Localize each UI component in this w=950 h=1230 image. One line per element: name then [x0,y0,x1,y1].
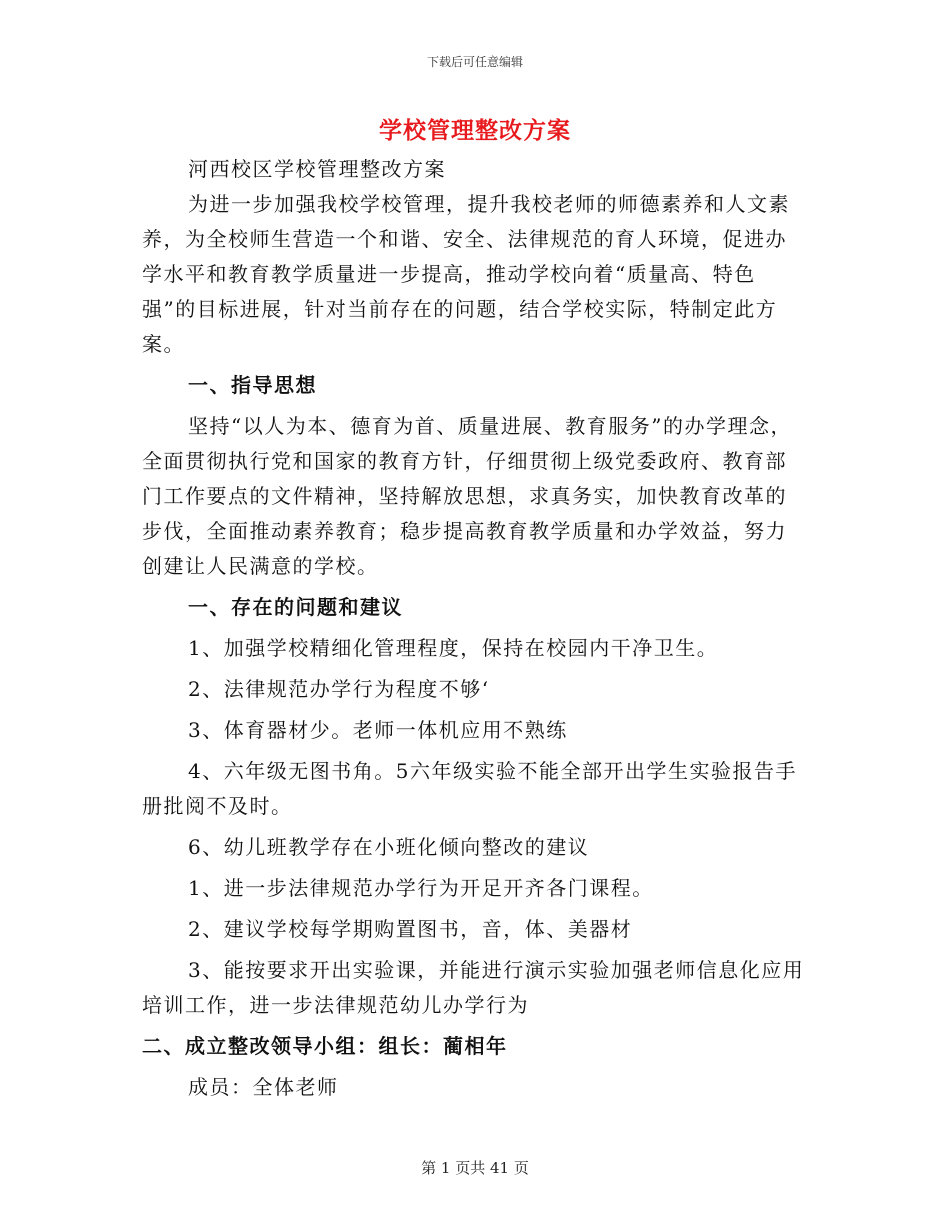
paragraph-line: 强”的目标进展，针对当前存在的问题，结合学校实际，特制定此方 [142,297,778,321]
paragraph-line: 3、能按要求开出实验课，并能进行演示实验加强老师信息化应用 [188,958,805,982]
section-heading: 一、存在的问题和建议 [188,595,403,619]
paragraph-line: 坚持“以人为本、德育为首、质量进展、教育服务”的办学理念， [188,414,792,438]
page-header: 下载后可任意编辑 [426,55,523,69]
paragraph-line: 1、加强学校精细化管理程度，保持在校园内干净卫生。 [188,636,719,660]
document-title: 学校管理整改方案 [379,117,571,144]
paragraph-line: 步伐，全面推动素养教育；稳步提高教育教学质量和办学效益，努力 [142,519,787,543]
paragraph-line: 2、建议学校每学期购置图书，音，体、美器材 [188,917,633,941]
paragraph-line: 为进一步加强我校学校管理，提升我校老师的师德素养和人文素 [188,192,790,216]
page-footer: 第 1 页共 41 页 [421,1159,529,1177]
paragraph-line: 案。 [142,332,185,356]
paragraph-line: 河西校区学校管理整改方案 [188,157,446,181]
paragraph-line: 4、六年级无图书角。5六年级实验不能全部开出学生实验报告手 [188,759,797,783]
paragraph-line: 培训工作，进一步法律规范幼儿办学行为 [142,993,529,1017]
paragraph-line: 册批阅不及时。 [142,794,293,818]
paragraph-line: 1、进一步法律规范办学行为开足开齐各门课程。 [188,876,654,900]
paragraph-line: 养，为全校师生营造一个和谐、安全、法律规范的育人环境，促进办 [142,227,787,251]
section-heading: 二、成立整改领导小组：组长：蔺相年 [142,1034,508,1058]
paragraph-line: 学水平和教育教学质量进一步提高，推动学校向着“质量高、特色 [142,262,756,286]
paragraph-line: 6、幼儿班教学存在小班化倾向整改的建议 [188,835,590,859]
paragraph-line: 门工作要点的文件精神，坚持解放思想，求真务实，加快教育改革的 [142,484,787,508]
document-body [142,152,810,1105]
paragraph-line: 成员：全体老师 [188,1075,339,1099]
paragraph-line: 全面贯彻执行党和国家的教育方针，仔细贯彻上级党委政府、教育部 [142,449,787,473]
paragraph-line: 3、体育器材少。老师一体机应用不熟练 [188,718,568,742]
paragraph-line: 2、法律规范办学行为程度不够‘ [188,677,490,701]
paragraph-line: 创建让人民满意的学校。 [142,554,379,578]
section-heading: 一、指导思想 [188,373,317,397]
